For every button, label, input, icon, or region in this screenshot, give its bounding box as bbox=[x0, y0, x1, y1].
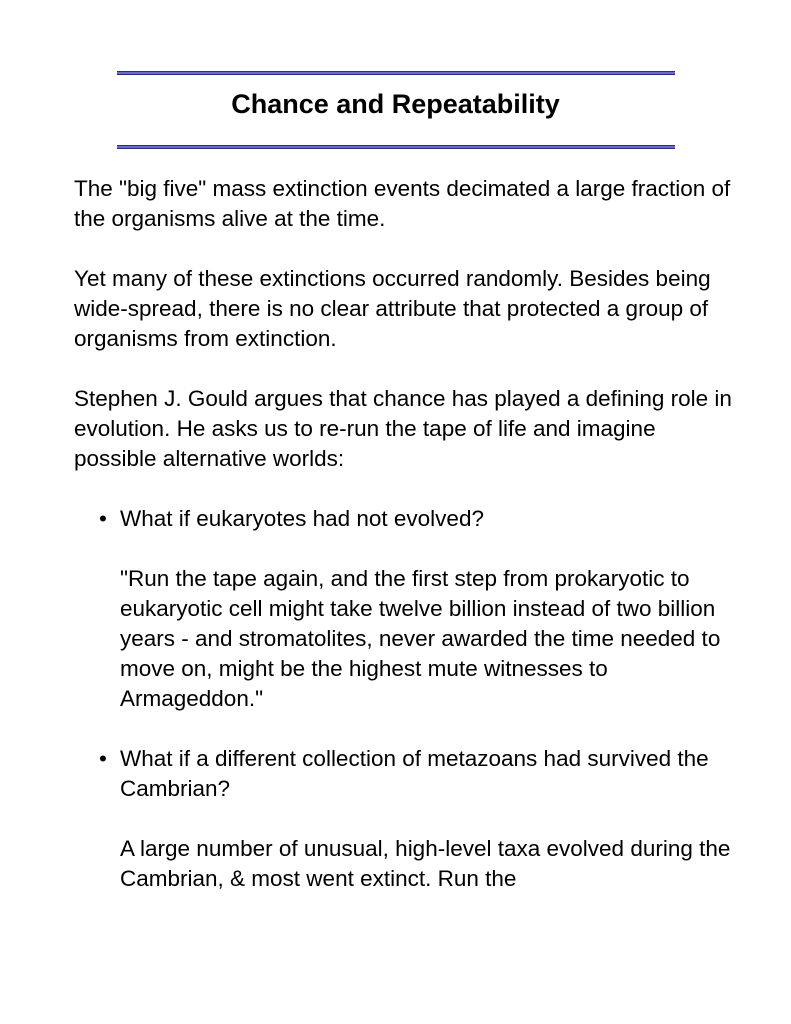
paragraph-big-five: The "big five" mass extinction events decimated a large fraction of the organisms alive at the time. bbox=[74, 176, 731, 231]
bullet-icon: • bbox=[99, 506, 107, 531]
bullet-quote: "Run the tape again, and the first step from prokaryotic to eukaryotic cell might take twelve billion instead of two billion years - and stromatolites, never awarded the time needed to move on, might be the highest mute witnesses to Armageddon." bbox=[120, 566, 721, 711]
top-divider bbox=[117, 71, 675, 75]
paragraph-gould: Stephen J. Gould argues that chance has played a defining role in evolution. He asks us to re-run the tape of life and imagine possible alternative worlds: bbox=[74, 386, 732, 471]
bullet-icon: • bbox=[99, 746, 107, 771]
bullet-list bbox=[74, 504, 734, 894]
document-body bbox=[74, 174, 734, 924]
paragraph-random-extinctions: Yet many of these extinctions occurred randomly. Besides being wide-spread, there is no clear attribute that protected a group of organisms from extinction. bbox=[74, 266, 711, 351]
bottom-divider bbox=[117, 145, 675, 149]
bullet-question: What if a different collection of metazoans had survived the Cambrian? bbox=[120, 746, 709, 801]
page-title: Chance and Repeatability bbox=[231, 89, 560, 119]
bullet-detail: A large number of unusual, high-level taxa evolved during the Cambrian, & most went extinct. Run the bbox=[120, 836, 731, 891]
bullet-question: What if eukaryotes had not evolved? bbox=[120, 506, 484, 531]
bullet-item-eukaryotes bbox=[74, 504, 734, 714]
bullet-item-metazoans bbox=[74, 744, 734, 894]
